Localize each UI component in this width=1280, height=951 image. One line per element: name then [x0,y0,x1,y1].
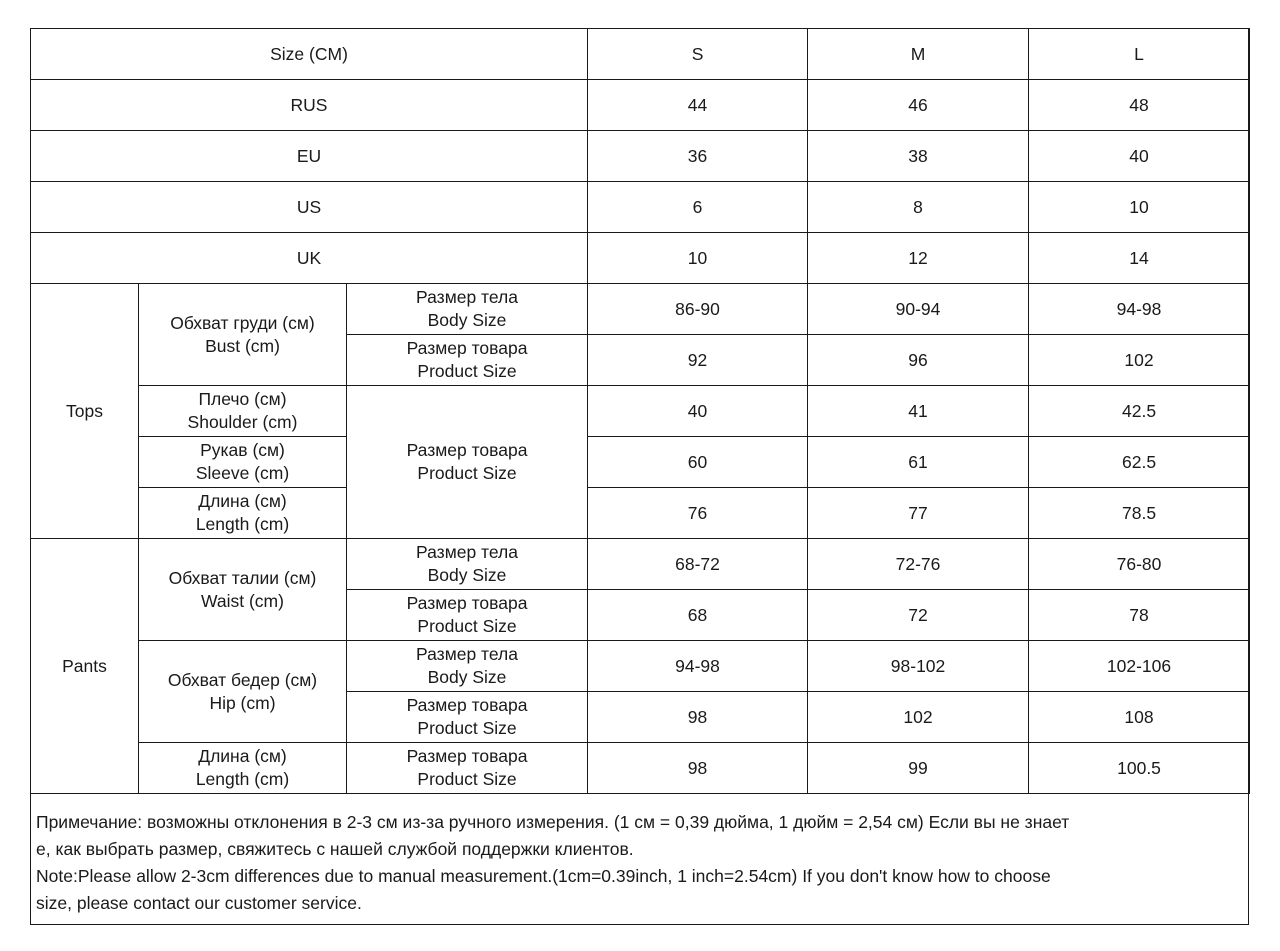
table-cell: 94-98 [1029,284,1250,335]
length-label [139,488,347,539]
product-size-en: Product Size [417,463,517,483]
product-size-en: Product Size [417,769,517,789]
sleeve-label-en: Sleeve (cm) [195,463,290,483]
table-row [31,641,1250,692]
table-row [31,488,1250,539]
hip-label [139,641,347,743]
shoulder-label [139,386,347,437]
table-cell: 44 [588,80,808,131]
body-size-label [347,641,588,692]
size-m-header: M [808,29,1029,80]
table-cell: 6 [588,182,808,233]
table-cell: 98 [588,692,808,743]
body-size-ru: Размер тела [416,644,518,664]
product-size-label [347,386,588,539]
length-label-en: Length (cm) [195,769,290,789]
body-size-ru: Размер тела [416,287,518,307]
sleeve-label [139,437,347,488]
note-ru-line-2: е, как выбрать размер, свяжитесь с нашей службой поддержки клиентов. [36,839,634,859]
rus-label: RUS [31,80,588,131]
table-cell: 48 [1029,80,1250,131]
table-row [31,539,1250,590]
product-size-label [347,692,588,743]
body-size-en: Body Size [427,565,507,585]
table-cell: 96 [808,335,1029,386]
table-cell: 12 [808,233,1029,284]
table-cell: 98 [588,743,808,794]
measurement-note [36,809,1246,917]
note-en-line-2: size, please contact our customer service. [36,893,362,913]
table-cell: 102-106 [1029,641,1250,692]
table-cell: 61 [808,437,1029,488]
shoulder-label-ru: Плечо (см) [198,389,287,409]
bust-label [139,284,347,386]
table-cell: 40 [588,386,808,437]
table-row [31,80,1250,131]
product-size-en: Product Size [417,718,517,738]
size-table [30,28,1250,794]
table-cell: 68-72 [588,539,808,590]
table-cell: 98-102 [808,641,1029,692]
table-cell: 8 [808,182,1029,233]
table-cell: 60 [588,437,808,488]
table-cell: 102 [1029,335,1250,386]
product-size-en: Product Size [417,616,517,636]
table-cell: 76-80 [1029,539,1250,590]
product-size-ru: Размер товара [406,338,528,358]
pants-label: Pants [31,539,139,794]
tops-label: Tops [31,284,139,539]
table-row [31,182,1250,233]
product-size-en: Product Size [417,361,517,381]
table-row [31,437,1250,488]
product-size-ru: Размер товара [406,695,528,715]
pants-length-label [139,743,347,794]
table-row [31,233,1250,284]
table-cell: 108 [1029,692,1250,743]
table-cell: 78 [1029,590,1250,641]
table-row [31,284,1250,335]
header-row [31,29,1250,80]
product-size-ru: Размер товара [406,593,528,613]
table-row [31,131,1250,182]
table-cell: 77 [808,488,1029,539]
table-row [31,386,1250,437]
eu-label: EU [31,131,588,182]
us-label: US [31,182,588,233]
table-cell: 62.5 [1029,437,1250,488]
table-cell: 99 [808,743,1029,794]
size-s-header: S [588,29,808,80]
body-size-ru: Размер тела [416,542,518,562]
size-chart [30,28,1249,925]
table-cell: 46 [808,80,1029,131]
bust-label-en: Bust (cm) [205,335,280,356]
note-en-line-1: Note:Please allow 2-3cm differences due to manual measurement.(1cm=0.39inch, 1 inch=2.54cm) If you don't know how to choose [36,866,1051,886]
table-cell: 76 [588,488,808,539]
table-cell: 78.5 [1029,488,1250,539]
table-cell: 94-98 [588,641,808,692]
body-size-en: Body Size [427,310,507,330]
length-label-ru: Длина (см) [198,746,287,766]
table-cell: 68 [588,590,808,641]
table-cell: 72-76 [808,539,1029,590]
shoulder-label-en: Shoulder (cm) [187,412,298,432]
table-cell: 10 [588,233,808,284]
product-size-label [347,743,588,794]
note-ru-line-1: Примечание: возможны отклонения в 2-3 см из-за ручного измерения. (1 см = 0,39 дюйма, 1 дюйм = 2,54 см) Если вы не знает [36,812,1070,832]
body-size-label [347,539,588,590]
product-size-label [347,590,588,641]
sleeve-label-ru: Рукав (см) [200,440,285,460]
table-cell: 90-94 [808,284,1029,335]
hip-label-en: Hip (cm) [209,692,276,713]
table-cell: 92 [588,335,808,386]
table-cell: 102 [808,692,1029,743]
waist-label-ru: Обхват талии (см) [168,567,317,588]
table-cell: 38 [808,131,1029,182]
table-cell: 86-90 [588,284,808,335]
product-size-ru: Размер товара [406,440,528,460]
uk-label: UK [31,233,588,284]
table-cell: 10 [1029,182,1250,233]
table-cell: 72 [808,590,1029,641]
body-size-label [347,284,588,335]
product-size-label [347,335,588,386]
table-cell: 14 [1029,233,1250,284]
table-cell: 100.5 [1029,743,1250,794]
size-cm-header: Size (CM) [31,29,588,80]
length-label-en: Length (cm) [195,514,290,534]
hip-label-ru: Обхват бедер (см) [167,669,318,690]
product-size-ru: Размер товара [406,746,528,766]
table-row [31,743,1250,794]
table-cell: 41 [808,386,1029,437]
table-cell: 42.5 [1029,386,1250,437]
table-cell: 40 [1029,131,1250,182]
body-size-en: Body Size [427,667,507,687]
size-l-header: L [1029,29,1250,80]
bust-label-ru: Обхват груди (см) [170,312,315,333]
waist-label [139,539,347,641]
table-cell: 36 [588,131,808,182]
waist-label-en: Waist (cm) [201,590,284,611]
length-label-ru: Длина (см) [198,491,287,511]
